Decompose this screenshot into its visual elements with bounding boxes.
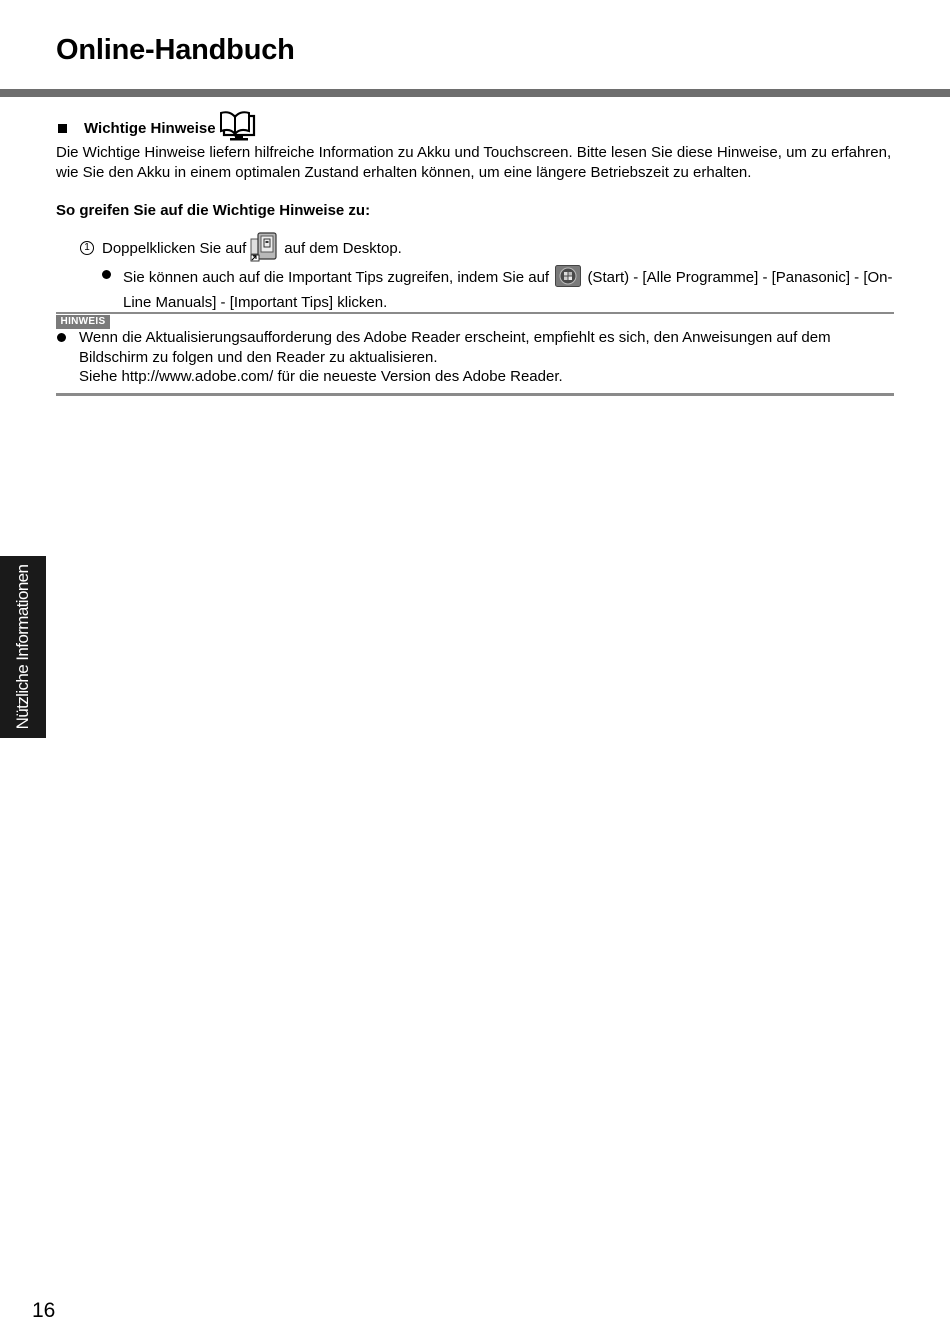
bullet-dot-icon	[102, 270, 111, 279]
book-monitor-icon	[218, 110, 256, 146]
section-heading-text: Wichtige Hinweise	[84, 119, 216, 137]
square-bullet-icon	[58, 124, 67, 133]
step-text-before: Doppelklicken Sie auf	[102, 239, 247, 257]
step-text-after: auf dem Desktop.	[284, 239, 402, 257]
page-title: Online-Handbuch	[56, 34, 295, 66]
note-label: HINWEIS	[56, 315, 110, 329]
page-number: 16	[32, 1299, 56, 1322]
note-rule-top	[56, 312, 894, 314]
how-to-heading: So greifen Sie auf die Wichtige Hinweise zu:	[56, 202, 371, 219]
sub-bullet-text-after: (Start) - [Alle Programme] - [Panasonic] - [On-Line Manuals] - [Important Tips] klicken.	[123, 269, 893, 311]
step-1	[80, 231, 402, 265]
bullet-dot-icon	[57, 333, 66, 342]
step-number: 1	[80, 241, 94, 255]
windows-start-icon	[555, 265, 581, 293]
title-rule	[0, 89, 950, 97]
note-item	[56, 328, 894, 387]
side-tab	[0, 556, 46, 738]
intro-paragraph: Die Wichtige Hinweise liefern hilfreiche Information zu Akku und Touchscreen. Bitte lesen Sie diese Hinweise, um zu erfahren, wie Sie den Akku in einem optimalen Zustand erhalten können, um eine längere Betriebszeit zu erhalten.	[56, 144, 892, 181]
note-line-2: Siehe http://www.adobe.com/ für die neueste Version des Adobe Reader.	[79, 368, 563, 385]
important-tips-desktop-icon	[250, 230, 278, 266]
sub-bullet	[102, 265, 897, 312]
note-line-1: Wenn die Aktualisierungsaufforderung des Adobe Reader erscheint, empfiehlt es sich, den Anweisungen auf dem Bildschirm zu folgen und den Reader zu aktualisieren.	[79, 329, 831, 366]
side-tab-label: Nützliche Informationen	[13, 564, 32, 730]
note-rule-bottom	[56, 393, 894, 396]
section-heading	[56, 112, 256, 144]
sub-bullet-text-before: Sie können auch auf die Important Tips zugreifen, indem Sie auf	[123, 269, 550, 286]
